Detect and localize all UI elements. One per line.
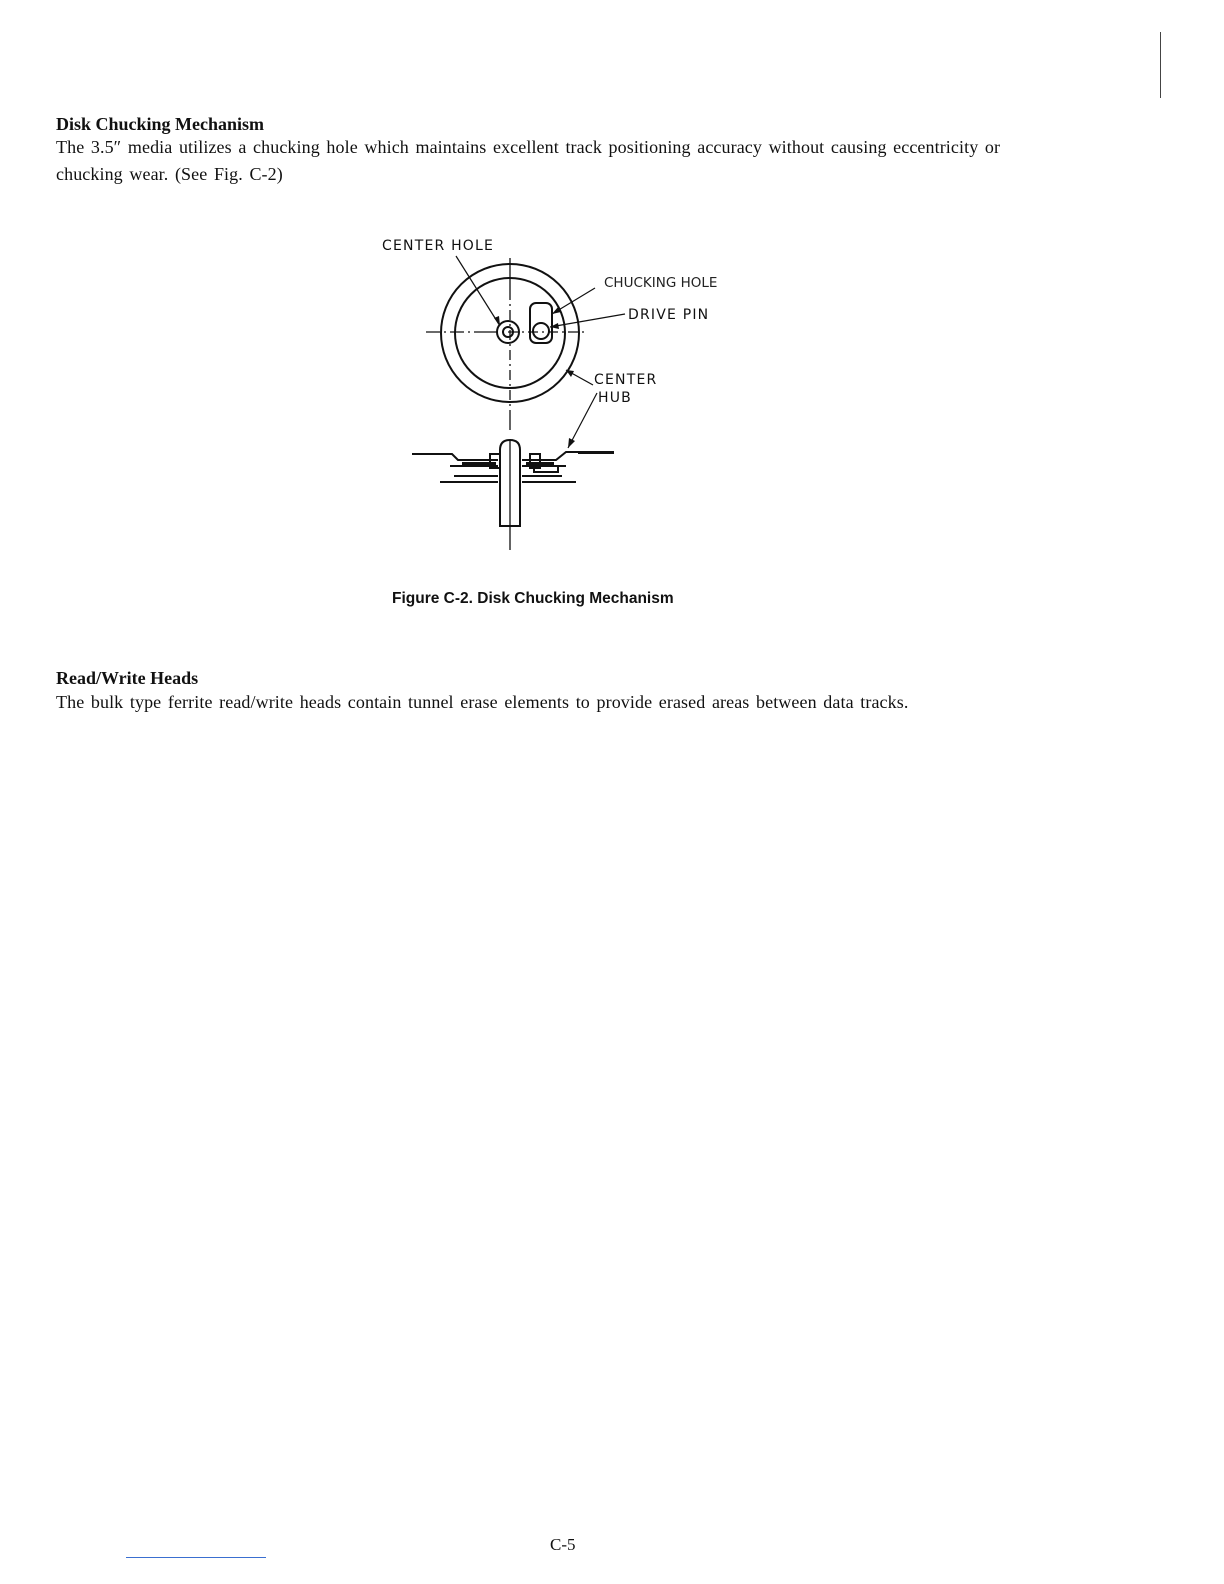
figure-caption: Figure C-2. Disk Chucking Mechanism xyxy=(392,590,674,607)
disk-chucking-diagram xyxy=(370,230,770,560)
label-chucking-hole: CHUCKING HOLE xyxy=(604,275,718,291)
drive-pin xyxy=(533,323,549,339)
label-center-hub-line2: HUB xyxy=(598,390,632,406)
paragraph-read-write-heads: The bulk type ferrite read/write heads contain tunnel erase elements to provide erased areas between data tracks. xyxy=(56,692,909,712)
page-number: C-5 xyxy=(550,1535,576,1554)
footer-rule xyxy=(126,1557,266,1558)
label-center-hole: CENTER HOLE xyxy=(382,238,495,254)
paragraph-disk-chucking: The 3.5″ media utilizes a chucking hole which maintains excellent track positioning accuracy without causing eccentricity or chucking wear. (See Fig. C-2) xyxy=(56,137,1001,184)
section-heading-disk-chucking: Disk Chucking Mechanism xyxy=(56,114,265,134)
margin-change-bar xyxy=(1160,32,1161,98)
side-view xyxy=(412,440,614,550)
label-center-hub-line1: CENTER xyxy=(594,372,658,388)
section-heading-read-write-heads: Read/Write Heads xyxy=(56,668,199,688)
label-drive-pin: DRIVE PIN xyxy=(628,307,710,323)
